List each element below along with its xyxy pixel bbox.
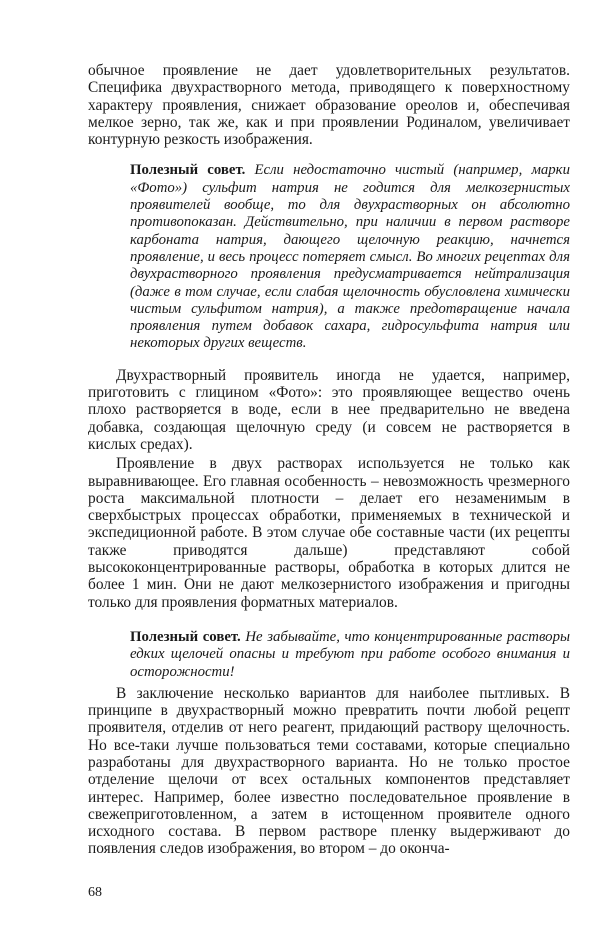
page-number: 68 (88, 885, 102, 900)
paragraph-intro: обычное проявление не дает удовлетворительных результатов. Специфика двухрастворного метода, приводящего к поверхностному характеру проявления, снижает образование ореолов и, обеспечивая мелкое зерно, так же, как и при проявлении Родиналом, увеличивает контурную резкость изображения. (88, 62, 570, 149)
page-body (88, 62, 570, 858)
tip-text: Если недостаточно чистый (например, марки «Фото») сульфит натрия не годится для мелкозернистых проявителей вообще, то для двухрастворных он абсолютно противопоказан. Действительно, при наличии в первом растворе карбоната натрия, дающего щелочную реакцию, начнется проявление, и весь процесс потеряет смысл. Во многих рецептах для двухрастворного проявления предусматривается нейтрализация (даже в том случае, если слабая щелочность обусловлена химически чистым сульфитом натрия), а также предотвращение начала проявления путем добавок сахара, гидросульфита натрия или некоторых других веществ. (130, 162, 571, 352)
paragraph-equalizing: Проявление в двух растворах используется не только как выравнивающее. Его главная особенность – невозможность чрезмерного роста максимальной плотности – делает его незаменимым в сверхбыстрых процессах обработки, применяемых в технической и экспедиционной работе. В этом случае обе составные части (их рецепты также приводятся дальше) представляют собой высококонцентрированные растворы, обработка в которых длится не более 1 мин. Они не дают мелкозернистого изображения и пригодны только для проявления форматных материалов. (88, 455, 570, 611)
paragraph-conclusion: В заключение несколько вариантов для наиболее пытливых. В принципе в двухрастворный можно превратить почти любой рецепт проявителя, отделив от него реагент, придающий раствору щелочность. Но все-таки лучше пользоваться теми составами, которые специально разработаны для двухрастворного варианта. Но не только простое отделение щелочи от всех остальных компонентов представляет интерес. Например, более известно последовательное проявление в свежеприготовленном, а затем в истощенном проявителе одного исходного состава. В первом растворе пленку выдерживают до появления следов изображения, во втором – до оконча- (88, 684, 570, 858)
tip-text: Не забывайте, что концентрированные растворы едких щелочей опасны и требуют при работе особого внимания и осторожности! (130, 628, 571, 680)
tip-box-2 (130, 629, 570, 681)
tip-box-1 (130, 162, 570, 352)
tip-label: Полезный совет. (130, 162, 246, 179)
paragraph-glycin: Двухрастворный проявитель иногда не удается, например, приготовить с глицином «Фото»: это проявляющее вещество очень плохо растворяется в воде, если в нее предварительно не введена добавка, создающая щелочную среду (и совсем не растворяется в кислых средах). (88, 366, 570, 453)
tip-label: Полезный совет. (130, 628, 241, 645)
